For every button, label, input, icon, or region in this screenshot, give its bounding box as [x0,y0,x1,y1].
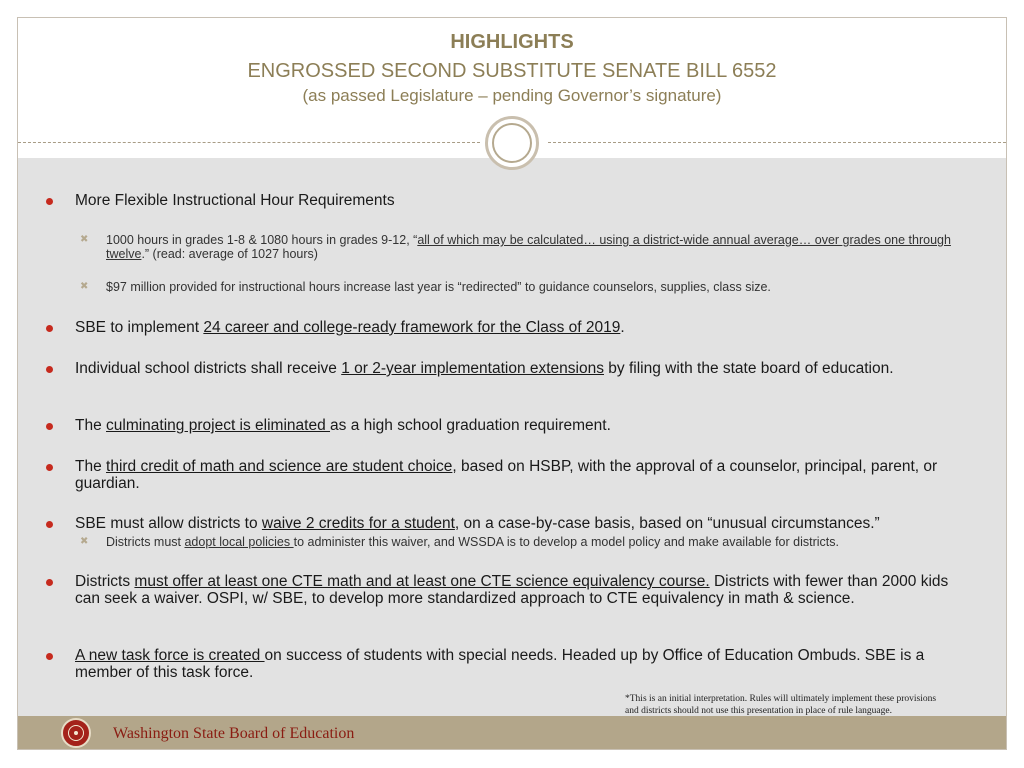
cross-mark-icon: ✖ [80,234,89,245]
sub-text-part: Districts must [106,535,185,549]
red-dot-bullet-icon [46,423,53,430]
content-area [18,158,1006,716]
bullet-text-part: Districts with fewer than 2000 kids can seek a waiver. OSPI, w/ SBE, to develop more standardized approach to CTE equivalency in math & science. [75,573,949,607]
bullet-text-part: The [75,458,107,475]
disclaimer-footnote [625,693,995,717]
seal-ring [68,725,84,741]
bullet-text [75,515,965,532]
sub-text-part: to administer this waiver, and WSSDA is to develop a model policy and make available for districts. [293,535,839,549]
slide-footer [18,716,1006,750]
sub-text: $97 million provided for instructional hours increase last year is “redirected” to guidance counselors, supplies, class size. [106,280,771,294]
footnote-line: *This is an initial interpretation. Rules will ultimately implement these provisions [625,694,937,704]
sub-text [106,233,966,261]
sub-text [106,535,966,549]
red-dot-bullet-icon [46,653,53,660]
sub-text-underlined: adopt local policies [184,535,294,549]
bullet-text [75,458,965,492]
bullet-text-part: , based on HSBP, with the approval of a counselor, principal, parent, or guardian. [75,458,938,492]
slide-subtitle: ENGROSSED SECOND SUBSTITUTE SENATE BILL 6552 [247,60,777,82]
cross-mark-icon: ✖ [80,281,89,292]
sub-text-underlined: all of which may be calculated… using a district-wide annual average… over grades one through twelve [106,233,951,261]
slide-title: HIGHLIGHTS [450,31,574,53]
header-divider-left [18,142,480,143]
bullet-text: More Flexible Instructional Hour Requirements [75,192,395,209]
bullet-text-part: . [620,319,625,336]
seal-center [74,731,78,735]
bullet-text-part: SBE must allow districts to [75,515,262,532]
organization-name: Washington State Board of Education [113,725,355,742]
bullet-text [75,319,965,336]
bullet-text [75,360,965,377]
bullet-text-underlined: third credit of math and science are student choice [106,458,453,475]
bullet-text-underlined: must offer at least one CTE math and at least one CTE science equivalency course. [134,573,710,590]
bill-status: (as passed Legislature – pending Governor’s signature) [302,86,722,105]
decorative-ring-icon [485,116,539,170]
red-dot-bullet-icon [46,464,53,471]
red-dot-bullet-icon [46,325,53,332]
red-dot-bullet-icon [46,366,53,373]
bullet-text-part: by filing with the state board of education. [603,360,894,377]
bullet-text-underlined: waive 2 credits for a student [261,515,455,532]
bullet-text-part: Districts [75,573,135,590]
bullet-text-part: SBE to implement [75,319,204,336]
bullet-text-part: as a high school graduation requirement. [330,417,611,434]
decorative-ring-inner [492,123,532,163]
header-divider-right [548,142,1006,143]
bullet-text-part: on success of students with special needs. Headed up by Office of Education Ombuds. SBE is a member of this task force. [75,647,925,681]
bullet-text [75,647,965,681]
bullet-text-underlined: 24 career and college-ready framework for the Class of 2019 [203,319,621,336]
footnote-line: and districts should not use this presentation in place of rule language. [625,706,892,716]
bullet-text-part: , on a case-by-case basis, based on “unusual circumstances.” [454,515,880,532]
sub-text-part: .” (read: average of 1027 hours) [141,247,318,261]
state-board-seal-icon [61,718,91,748]
slide [17,17,1007,750]
bullet-text-underlined: 1 or 2-year implementation extensions [341,360,604,377]
red-dot-bullet-icon [46,198,53,205]
red-dot-bullet-icon [46,579,53,586]
bullet-text-part: Individual school districts shall receive [75,360,342,377]
cross-mark-icon: ✖ [80,536,89,547]
bullet-text [75,573,965,607]
bullet-text [75,417,965,434]
bullet-text-underlined: culminating project is eliminated [106,417,331,434]
sub-text-part: 1000 hours in grades 1-8 & 1080 hours in grades 9-12, “ [106,233,418,247]
red-dot-bullet-icon [46,521,53,528]
bullet-text-part: The [75,417,107,434]
bullet-text-underlined: A new task force is created [75,647,265,664]
